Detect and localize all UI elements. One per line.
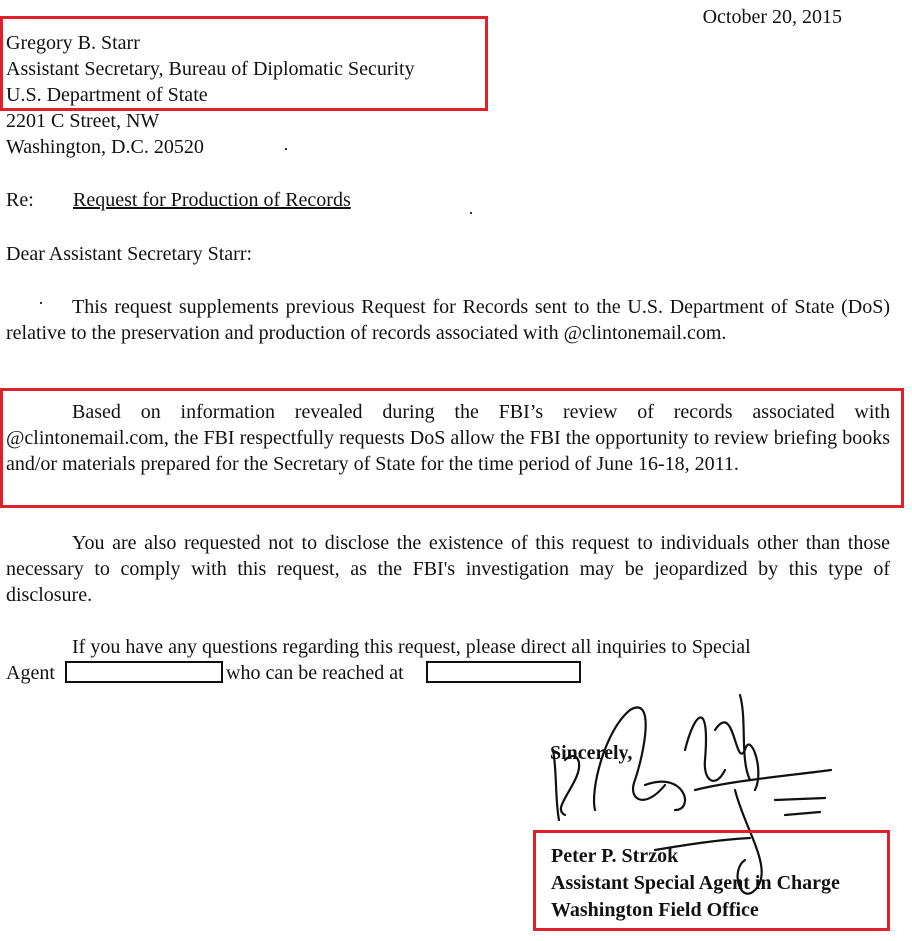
- re-subject: Request for Production of Records: [73, 189, 351, 211]
- recipient-title: Assistant Secretary, Bureau of Diplomatic Security: [6, 58, 415, 80]
- contact-line-1: If you have any questions regarding this request, please direct all inquiries to Special: [72, 636, 751, 658]
- paragraph-2-text: Based on information revealed during the FBI’s review of records associated with @clintonemail.com, the FBI respectfully requests DoS allow the FBI the opportunity to review briefing books and/or materials prepared for the Secretary of State for the time period of June 16-18, 2011.: [6, 401, 890, 475]
- scan-speck: [40, 302, 42, 304]
- paragraph-3-text: You are also requested not to disclose the existence of this request to individuals other than those necessary to comply with this request, as the FBI's investigation may be jeopardized by this type of disclosure.: [6, 532, 890, 606]
- redaction-box-agent-name: [65, 661, 223, 683]
- recipient-highlight-box: [0, 16, 488, 111]
- contact-middle-text: who can be reached at: [226, 662, 404, 684]
- recipient-org: U.S. Department of State: [6, 84, 208, 106]
- recipient-city: Washington, D.C. 20520: [6, 136, 204, 158]
- paragraph-2-highlight-box: [0, 388, 904, 508]
- contact-agent-word: Agent: [6, 662, 55, 684]
- recipient-name: Gregory B. Starr: [6, 32, 140, 54]
- signer-name: Peter P. Strzok: [551, 845, 679, 867]
- redaction-box-phone: [426, 661, 581, 683]
- salutation: Dear Assistant Secretary Starr:: [6, 243, 253, 265]
- paragraph-1: [6, 294, 890, 346]
- recipient-street: 2201 C Street, NW: [6, 110, 160, 132]
- scan-speck: [470, 212, 472, 214]
- closing-sincerely: Sincerely,: [550, 742, 633, 764]
- paragraph-1-text: This request supplements previous Request for Records sent to the U.S. Department of State (DoS) relative to the preservation and production of records associated with @clintonemail.com.: [6, 296, 890, 344]
- scan-speck: [285, 148, 287, 150]
- signer-highlight-box: [533, 830, 890, 931]
- letter-date: October 20, 2015: [702, 6, 842, 28]
- re-label: Re:: [6, 189, 34, 211]
- signer-office: Washington Field Office: [551, 899, 759, 921]
- signer-title: Assistant Special Agent in Charge: [551, 872, 840, 894]
- paragraph-3: [6, 530, 890, 608]
